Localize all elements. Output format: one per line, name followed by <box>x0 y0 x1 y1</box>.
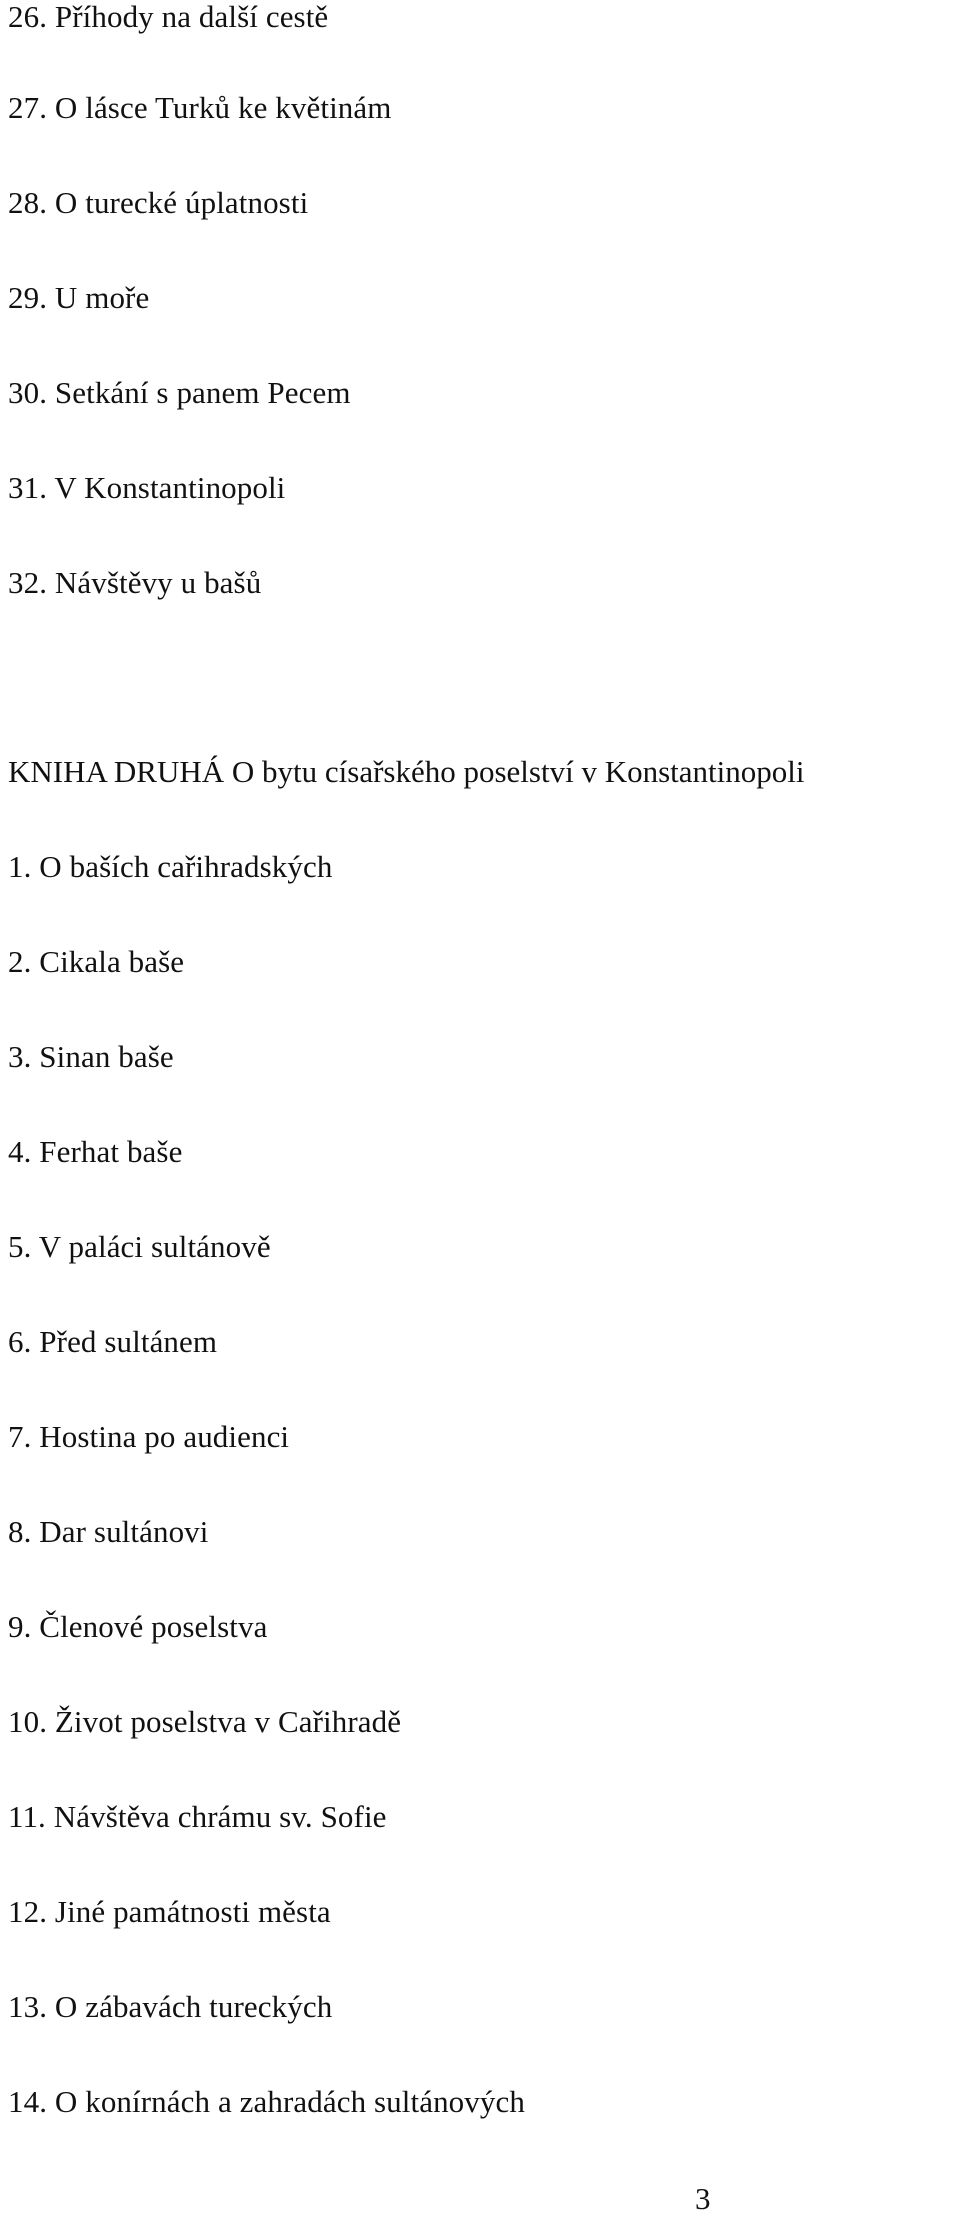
toc-entry-b2-4: 4. Ferhat baše <box>8 1134 183 1169</box>
toc-entry-b2-13: 13. O zábavách tureckých <box>8 1989 333 2024</box>
toc-entry-31: 31. V Konstantinopoli <box>8 470 286 505</box>
toc-entry-b2-1: 1. O baších cařihradských <box>8 849 333 884</box>
toc-entry-b2-5: 5. V paláci sultánově <box>8 1229 271 1264</box>
toc-entry-b2-2: 2. Cikala baše <box>8 944 185 979</box>
toc-entry-b2-12: 12. Jiné památnosti města <box>8 1894 331 1929</box>
toc-entry-32: 32. Návštěvy u bašů <box>8 565 262 600</box>
toc-entry-b2-6: 6. Před sultánem <box>8 1324 218 1359</box>
toc-entry-b2-9: 9. Členové poselstva <box>8 1609 268 1644</box>
toc-entry-b2-10: 10. Život poselstva v Cařihradě <box>8 1704 402 1739</box>
toc-entry-28: 28. O turecké úplatnosti <box>8 185 309 220</box>
page-number: 3 <box>695 2181 711 2216</box>
toc-entry-27: 27. O lásce Turků ke květinám <box>8 90 392 125</box>
book-two-heading: KNIHA DRUHÁ O bytu císařského poselství v Konstantinopoli <box>8 754 805 789</box>
toc-entry-29: 29. U moře <box>8 280 150 315</box>
toc-entry-b2-3: 3. Sinan baše <box>8 1039 174 1074</box>
toc-entry-30: 30. Setkání s panem Pecem <box>8 375 351 410</box>
toc-entry-b2-8: 8. Dar sultánovi <box>8 1514 209 1549</box>
toc-entry-26: 26. Příhody na další cestě <box>8 0 329 34</box>
toc-entry-b2-14: 14. O konírnách a zahradách sultánových <box>8 2084 525 2119</box>
toc-entry-b2-11: 11. Návštěva chrámu sv. Sofie <box>8 1799 387 1834</box>
toc-entry-b2-7: 7. Hostina po audienci <box>8 1419 290 1454</box>
